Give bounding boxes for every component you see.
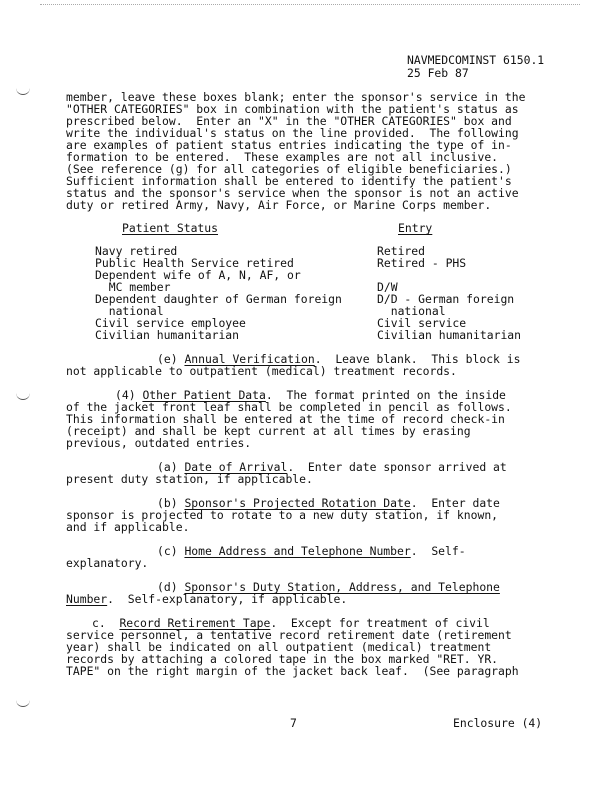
table-row-entry: Civilian humanitarian — [377, 328, 522, 342]
enclosure-label: Enclosure (4) — [453, 716, 543, 730]
table-row-entry: Retired - PHS — [377, 256, 467, 270]
section-title: Sponsor's Duty Station, Address, and Telephone — [184, 580, 500, 594]
table-row-entry: D/D - German foreign — [377, 292, 515, 306]
document-date: 25 Feb 87 — [407, 66, 469, 80]
table-row-status: Dependent wife of A, N, AF, or — [95, 268, 301, 282]
table-header-patient-status: Patient Status — [122, 221, 219, 235]
table-row-status: MC member — [95, 280, 171, 294]
binder-hole-mark — [16, 700, 30, 707]
table-row-entry: Retired — [377, 244, 426, 258]
table-header-entry: Entry — [398, 221, 433, 235]
table-row-entry: D/W — [377, 280, 398, 294]
section-title: Annual Verification — [184, 352, 315, 366]
section-title: Date of Arrival — [184, 460, 288, 474]
scan-edge-line — [40, 4, 580, 5]
table-row-entry: national — [377, 304, 446, 318]
section-title: Record Retirement Tape — [119, 616, 271, 630]
table-row-status: Civilian humanitarian — [95, 328, 240, 342]
table-row-status: Civil service employee — [95, 316, 246, 330]
document-id: NAVMEDCOMINST 6150.1 — [407, 53, 545, 67]
section-title: Home Address and Telephone Number — [184, 544, 411, 558]
binder-hole-mark — [16, 88, 30, 95]
section-title: Other Patient Data — [142, 388, 266, 402]
table-row-entry: Civil service — [377, 316, 467, 330]
table-row-status: national — [95, 304, 164, 318]
table-row-status: Navy retired — [95, 244, 178, 258]
table-row-status: Dependent daughter of German foreign — [95, 292, 342, 306]
binder-hole-mark — [16, 393, 30, 400]
section-title: Sponsor's Projected Rotation Date — [184, 496, 411, 510]
page-number: 7 — [290, 716, 297, 730]
table-row-status: Public Health Service retired — [95, 256, 294, 270]
